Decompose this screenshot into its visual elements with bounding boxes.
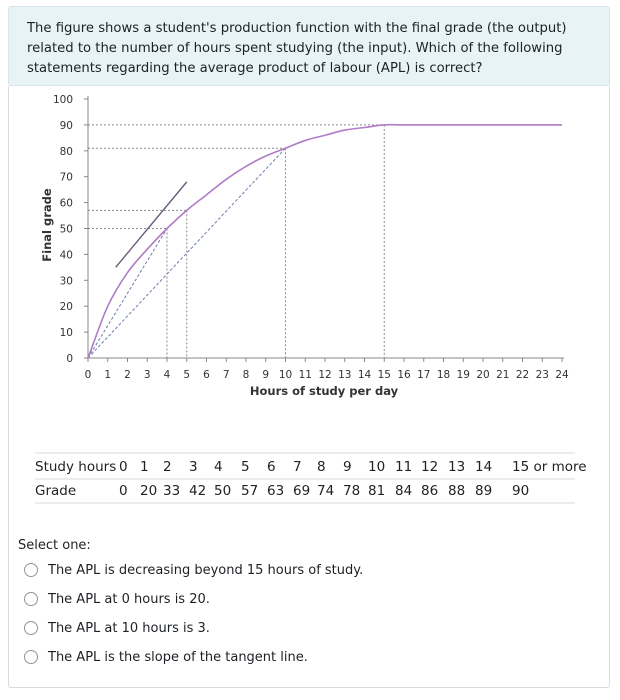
question-text: The figure shows a student's production function with the final grade (the output) related to the number of hours spent studying (the input). Which of the following statements regarding the average product of labour (APL) is correct? (27, 21, 567, 76)
x-tick-label: 0 (84, 369, 92, 381)
table-cell-hours: 13 (448, 459, 466, 475)
option-3[interactable] (24, 617, 210, 639)
table-cell-hours: 8 (317, 459, 326, 475)
x-tick-label: 17 (417, 369, 431, 381)
table-cell-grade: 74 (317, 483, 335, 499)
table-row-label-grade: Grade (35, 483, 77, 499)
table-cell-grade: 69 (293, 483, 311, 499)
option-2-radio[interactable] (24, 592, 38, 606)
y-tick-label: 40 (59, 249, 73, 262)
x-tick-label: 7 (222, 369, 230, 381)
table-row-label-hours: Study hours (35, 459, 117, 475)
y-tick-label: 60 (59, 197, 73, 210)
table-cell-hours: 4 (214, 459, 223, 475)
x-tick-label: 12 (318, 369, 332, 381)
table-cell-grade: 63 (267, 483, 285, 499)
x-tick-label: 9 (262, 369, 270, 381)
table-cell-grade: 84 (395, 483, 413, 499)
option-3-radio[interactable] (24, 621, 38, 635)
option-3-text[interactable]: The APL at 10 hours is 3. (48, 620, 210, 636)
x-tick-label: 4 (163, 369, 171, 381)
table-cell-hours: 0 (119, 459, 128, 475)
table-cell-grade: 57 (241, 483, 259, 499)
table-cell-hours: 10 (368, 459, 386, 475)
x-tick-label: 23 (535, 369, 549, 381)
table-cell-hours: 1 (140, 459, 149, 475)
table-cell-grade: 33 (163, 483, 181, 499)
x-tick-label: 10 (278, 369, 293, 381)
y-tick-label: 100 (52, 94, 73, 106)
x-tick-label: 16 (397, 369, 411, 381)
table-cell-grade: 78 (343, 483, 361, 499)
y-tick-label: 10 (59, 327, 73, 340)
option-1-radio[interactable] (24, 563, 38, 577)
select-one-label: Select one: (18, 538, 91, 553)
table-cell-hours: 14 (475, 459, 493, 475)
table-cell-hours: 3 (189, 459, 198, 475)
table-cell-grade: 50 (214, 483, 232, 499)
x-tick-label: 24 (555, 369, 569, 381)
option-4-text[interactable]: The APL is the slope of the tangent line. (48, 649, 308, 665)
table-cell-grade: 20 (140, 483, 158, 499)
x-tick-label: 11 (298, 369, 312, 381)
x-tick-label: 2 (124, 369, 131, 381)
x-tick-label: 15 (377, 369, 391, 381)
table-cell-grade: 42 (189, 483, 207, 499)
table-cell-grade: 89 (475, 483, 493, 499)
y-tick-label: 50 (59, 223, 73, 236)
table-cell-hours: 7 (293, 459, 302, 475)
x-axis-label: Hours of study per day (249, 384, 399, 398)
table-cell-grade: 90 (512, 483, 530, 499)
plot-area (84, 92, 574, 360)
x-tick-label: 19 (456, 369, 470, 381)
y-tick-label: 20 (59, 301, 73, 314)
x-tick-label: 14 (357, 369, 372, 381)
table-cell-hours: 15 or more (512, 459, 587, 475)
option-1-text[interactable]: The APL is decreasing beyond 15 hours of study. (48, 562, 364, 578)
option-4[interactable] (24, 646, 308, 668)
table-cell-hours: 2 (163, 459, 172, 475)
x-tick-label: 3 (143, 369, 151, 381)
table-cell-grade: 0 (119, 483, 128, 499)
y-tick-label: 80 (59, 145, 73, 158)
x-tick-label: 22 (515, 369, 530, 381)
x-tick-label: 18 (436, 369, 451, 381)
x-tick-label: 6 (203, 369, 210, 381)
x-tick-label: 1 (104, 369, 112, 381)
option-4-radio[interactable] (24, 650, 38, 664)
x-tick-label: 20 (476, 369, 490, 381)
x-tick-label: 13 (338, 369, 352, 381)
y-axis-label: Final grade (40, 188, 54, 262)
y-tick-label: 90 (59, 119, 73, 132)
table-cell-grade: 88 (448, 483, 466, 499)
x-tick-label: 8 (242, 369, 250, 381)
y-tick-label: 70 (59, 171, 73, 184)
option-2[interactable] (24, 588, 210, 610)
table-cell-hours: 9 (343, 459, 352, 475)
option-2-text[interactable]: The APL at 0 hours is 20. (48, 591, 210, 607)
table-cell-hours: 6 (267, 459, 276, 475)
option-1[interactable] (24, 559, 363, 581)
table-cell-grade: 86 (421, 483, 439, 499)
x-tick-label: 5 (183, 369, 191, 381)
table-cell-hours: 11 (395, 459, 413, 475)
table-cell-grade: 81 (368, 483, 386, 499)
table-cell-hours: 12 (421, 459, 439, 475)
data-table (35, 453, 587, 503)
y-tick-label: 0 (66, 353, 73, 365)
y-tick-label: 30 (59, 275, 73, 288)
table-cell-hours: 5 (241, 459, 250, 475)
x-tick-label: 21 (496, 369, 510, 381)
